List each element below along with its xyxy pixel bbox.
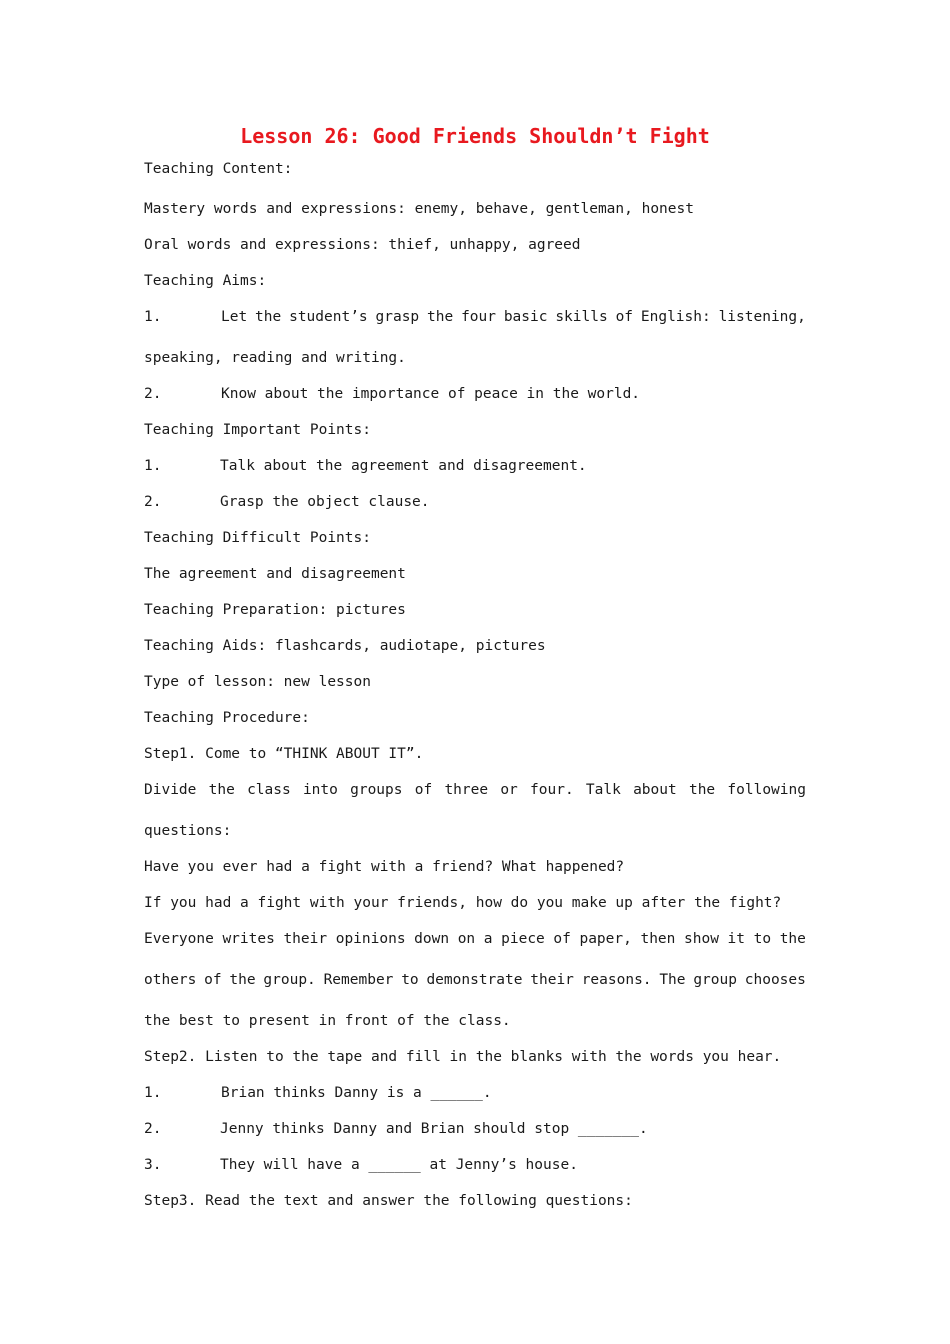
word: show: [684, 931, 719, 947]
word: the: [427, 309, 454, 325]
word: of: [615, 309, 634, 325]
teaching-content-heading: Teaching Content:: [144, 161, 293, 177]
teaching-preparation-line: Teaching Preparation: pictures: [144, 602, 406, 618]
point-1-number: 1.: [144, 458, 162, 474]
word: into: [302, 782, 338, 798]
point-2-number: 2.: [144, 494, 162, 510]
word: piece: [501, 931, 545, 947]
word: of: [204, 972, 222, 988]
word: English:: [640, 309, 711, 325]
word: the: [688, 782, 716, 798]
question-2: If you had a fight with your friends, how do you make up after the fight?: [144, 895, 782, 911]
word: the: [229, 972, 256, 988]
word: four: [461, 309, 496, 325]
aim-2-number: 2.: [144, 386, 162, 402]
word: down: [414, 931, 450, 947]
word: to: [401, 972, 419, 988]
word: their: [530, 972, 574, 988]
word: skills: [555, 309, 608, 325]
question-1: Have you ever had a fight with a friend? What happened?: [144, 859, 625, 875]
word: The: [659, 972, 686, 988]
word: grasp: [375, 309, 420, 325]
word: class: [247, 782, 291, 798]
word: to: [753, 931, 772, 947]
teaching-aims-heading: Teaching Aims:: [144, 273, 267, 289]
word: the: [255, 309, 282, 325]
word: student’s: [289, 309, 368, 325]
word: Let: [221, 309, 248, 325]
aim-1-text: [221, 308, 806, 326]
difficult-points-text: The agreement and disagreement: [144, 566, 406, 582]
oral-words-line: Oral words and expressions: thief, unhappy, agreed: [144, 237, 581, 253]
word: group.: [263, 972, 316, 988]
word: then: [640, 931, 676, 947]
word: listening,: [718, 309, 806, 325]
blank-1-number: 1.: [144, 1085, 162, 1101]
word: Talk: [585, 782, 621, 798]
word: Everyone: [144, 931, 214, 947]
word: their: [283, 931, 328, 947]
word: the: [208, 782, 235, 798]
word: it: [727, 931, 745, 947]
word: others: [144, 972, 197, 988]
word: paper,: [579, 931, 632, 947]
word: writes: [222, 931, 275, 947]
word: opinions: [335, 931, 406, 947]
word: about: [633, 782, 677, 798]
word: Remember: [323, 972, 394, 988]
lesson-type-line: Type of lesson: new lesson: [144, 674, 371, 690]
difficult-points-heading: Teaching Difficult Points:: [144, 530, 371, 546]
word: the: [779, 931, 806, 947]
blank-2-number: 2.: [144, 1121, 162, 1137]
word: on: [457, 931, 476, 947]
divide-class-line: [144, 781, 806, 799]
word: groups: [350, 782, 403, 798]
teaching-aids-line: Teaching Aids: flashcards, audiotape, pictures: [144, 638, 546, 654]
word: of: [414, 782, 433, 798]
point-1-text: Talk about the agreement and disagreement.: [220, 458, 587, 474]
blank-3-text: They will have a ______ at Jenny’s house.: [220, 1157, 578, 1173]
everyone-writes-line: [144, 930, 806, 948]
word: three: [444, 782, 489, 798]
word: a: [483, 931, 493, 947]
blank-1-text: Brian thinks Danny is a ______.: [221, 1085, 492, 1101]
page-title: Lesson 26: Good Friends Shouldn’t Fight: [240, 124, 710, 148]
important-points-heading: Teaching Important Points:: [144, 422, 371, 438]
word: basic: [503, 309, 548, 325]
word: four.: [530, 782, 574, 798]
aim-2-text: Know about the importance of peace in the world.: [221, 386, 641, 402]
word: chooses: [744, 972, 806, 988]
aim-1-number: 1.: [144, 309, 162, 325]
step2-heading: Step2. Listen to the tape and fill in the blanks with the words you hear.: [144, 1049, 782, 1065]
word: reasons.: [581, 972, 652, 988]
word: of: [553, 931, 571, 947]
word: demonstrate: [426, 972, 523, 988]
step3-heading: Step3. Read the text and answer the following questions:: [144, 1193, 633, 1209]
blank-2-text: Jenny thinks Danny and Brian should stop _______.: [220, 1121, 648, 1137]
teaching-procedure-heading: Teaching Procedure:: [144, 710, 310, 726]
mastery-words-line: Mastery words and expressions: enemy, behave, gentleman, honest: [144, 201, 694, 217]
step1-heading: Step1. Come to “THINK ABOUT IT”.: [144, 746, 424, 762]
present-best-line: the best to present in front of the class.: [144, 1013, 511, 1029]
word: following: [727, 782, 806, 798]
word: or: [500, 782, 518, 798]
questions-label: questions:: [144, 823, 232, 839]
point-2-text: Grasp the object clause.: [220, 494, 430, 510]
word: group: [693, 972, 737, 988]
aim-1-continuation: speaking, reading and writing.: [144, 350, 406, 366]
word: Divide: [144, 782, 197, 798]
blank-3-number: 3.: [144, 1157, 162, 1173]
others-group-line: [144, 971, 806, 989]
